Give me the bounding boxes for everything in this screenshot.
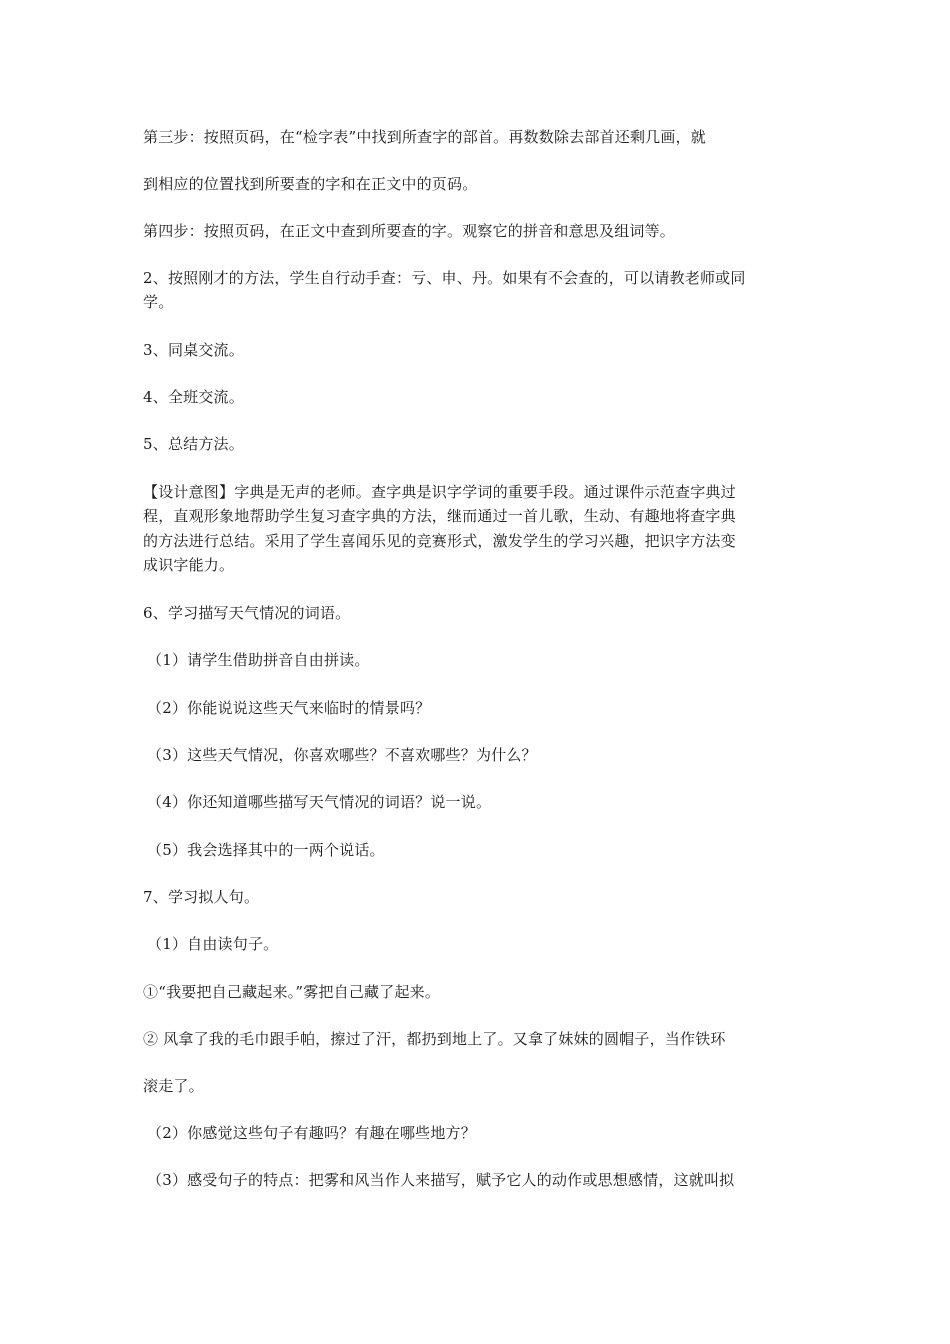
item-6-sub-4: （4）你还知道哪些描写天气情况的词语？说一说。 — [147, 793, 492, 811]
design-intent-line-1: 【设计意图】字典是无声的老师。查字典是识字学词的重要手段。通过课件示范查字典过 — [143, 483, 736, 501]
item-7-line: 7、学习拟人句。 — [143, 888, 260, 906]
item-6-sub-1: （1）请学生借助拼音自由拼读。 — [147, 651, 370, 669]
design-intent-line-4: 成识字能力。 — [143, 556, 235, 574]
item-3-line: 3、同桌交流。 — [143, 341, 244, 359]
item-6-sub-2: （2）你能说说这些天气来临时的情景吗？ — [147, 699, 431, 717]
item-6-sub-5: （5）我会选择其中的一两个说话。 — [147, 841, 385, 859]
design-intent-line-3: 的方法进行总结。采用了学生喜闻乐见的竞赛形式，激发学生的学习兴趣，把识字方法变 — [143, 532, 736, 550]
item-7-sub-1: （1）自由读句子。 — [147, 935, 279, 953]
item-7-sub-2: （2）你感觉这些句子有趣吗？有趣在哪些地方？ — [147, 1124, 476, 1142]
example-sentence-2-line-1: ② 风拿了我的毛巾跟手帕，擦过了汗，都扔到地上了。又拿了妹妹的圆帽子，当作铁环 — [143, 1030, 726, 1048]
item-6-line: 6、学习描写天气情况的词语。 — [143, 604, 351, 622]
item-4-line: 4、全班交流。 — [143, 388, 244, 406]
item-6-sub-3: （3）这些天气情况，你喜欢哪些？不喜欢哪些？为什么？ — [147, 746, 537, 764]
example-sentence-2-line-2: 滚走了。 — [143, 1077, 204, 1095]
step-four-line: 第四步：按照页码，在正文中查到所要查的字。观察它的拼音和意思及组词等。 — [143, 222, 676, 240]
design-intent-line-2: 程，直观形象地帮助学生复习查字典的方法，继而通过一首儿歌，生动、有趣地将查字典 — [143, 507, 736, 525]
step-three-line-1: 第三步：按照页码，在“检字表”中找到所查字的部首。再数数除去部首还剩几画，就 — [143, 128, 706, 146]
item-2-line-2: 学。 — [143, 293, 174, 311]
item-7-sub-3: （3）感受句子的特点：把雾和风当作人来描写，赋予它人的动作或思想感情，这就叫拟 — [147, 1171, 735, 1189]
item-2-line-1: 2、按照刚才的方法，学生自行动手查：亏、申、丹。如果有不会查的，可以请教老师或同 — [143, 269, 746, 287]
example-sentence-1: ①“我要把自己藏起来。”雾把自己藏了起来。 — [143, 983, 441, 1001]
item-5-line: 5、总结方法。 — [143, 435, 244, 453]
step-three-line-2: 到相应的位置找到所要查的字和在正文中的页码。 — [143, 175, 478, 193]
